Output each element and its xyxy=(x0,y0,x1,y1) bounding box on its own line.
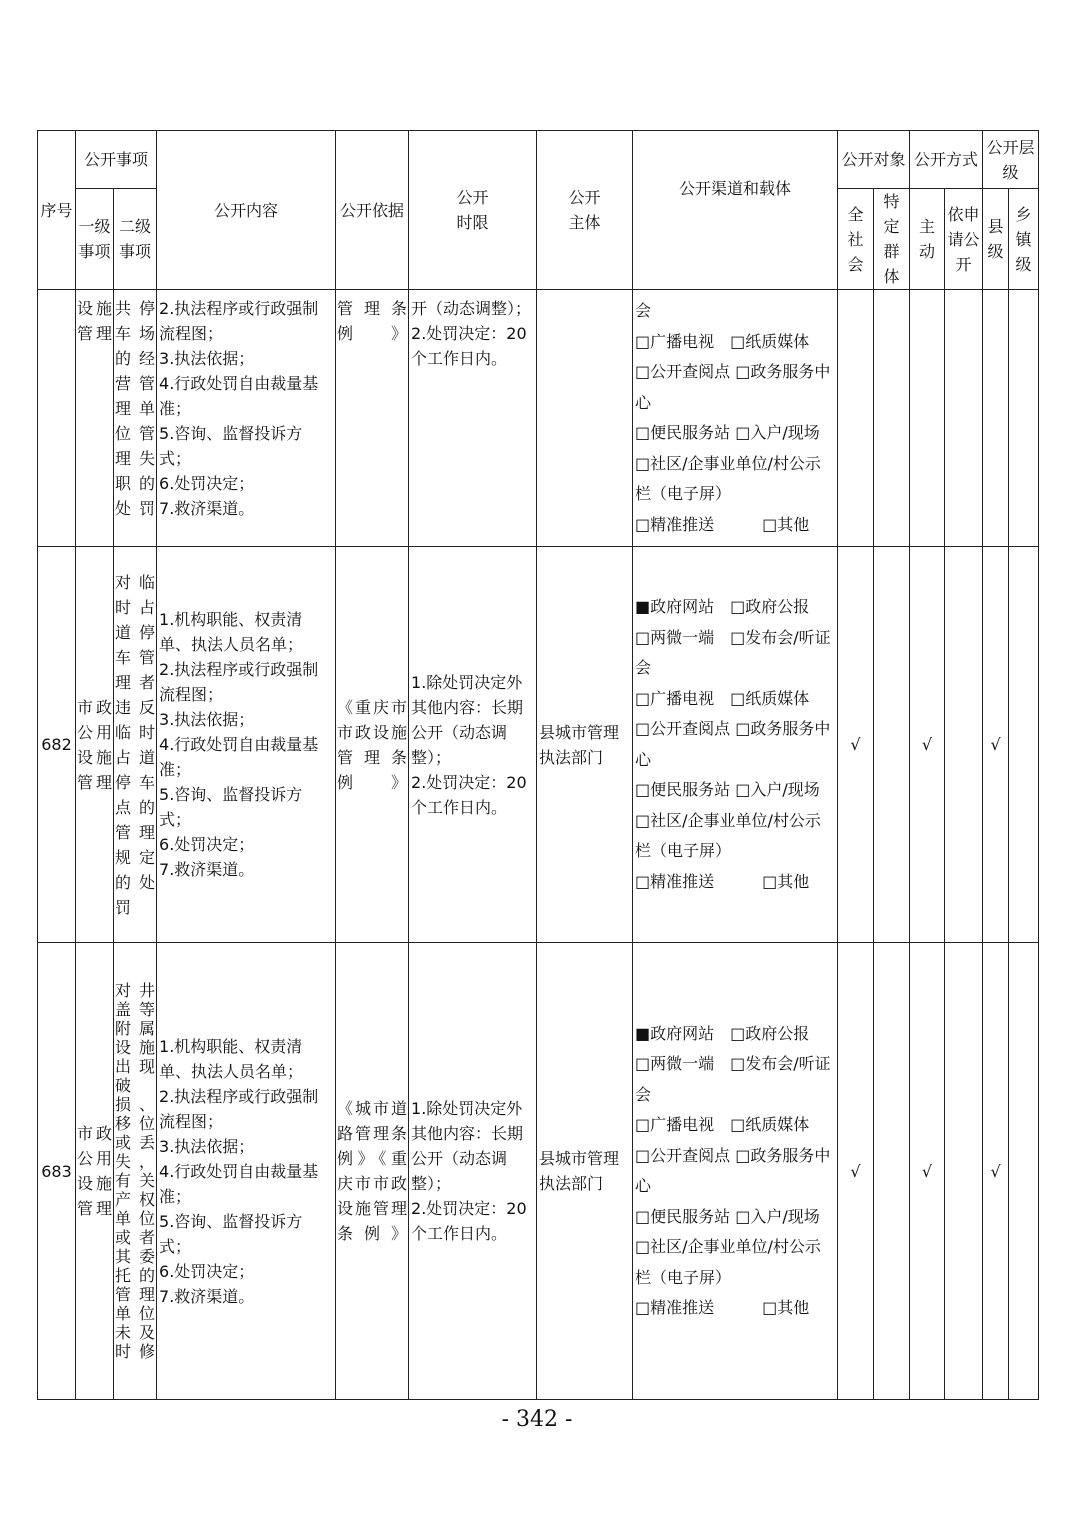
row-town xyxy=(1009,290,1039,547)
header-basis: 公开依据 xyxy=(336,131,409,290)
row-all-society xyxy=(838,290,874,547)
header-active: 主动 xyxy=(910,189,945,290)
row-subject: 县城市管理执法部门 xyxy=(537,547,633,943)
header-items: 公开事项 xyxy=(76,131,157,189)
row-seq xyxy=(38,290,76,547)
row-county xyxy=(983,290,1009,547)
row-content: 1.机构职能、权责清单、执法人员名单； 2.执法程序或行政强制流程图； 3.执法依据； 4.行政处罚自由裁量基准； 5.咨询、监督投诉方式； 6.处罚决定； 7.救济渠道。 xyxy=(157,943,336,1400)
row-county: √ xyxy=(983,547,1009,943)
row-active xyxy=(910,290,945,547)
row-all-society: √ xyxy=(838,547,874,943)
header-specific: 特定群体 xyxy=(874,189,910,290)
row-level2: 对井盖等附属设施出现破损、移位或丢失，有关产权单位或者其委托的管理单位未及时修 xyxy=(114,943,157,1400)
header-content: 公开内容 xyxy=(157,131,336,290)
header-seq: 序号 xyxy=(38,131,76,290)
row-time: 1.除处罚决定外其他内容：长期公开（动态调整）； 2.处罚决定：20个工作日内。 xyxy=(409,943,537,1400)
header-level: 公开层级 xyxy=(983,131,1039,189)
table-row xyxy=(38,943,1039,1400)
row-content: 1.机构职能、权责清单、执法人员名单； 2.执法程序或行政强制流程图； 3.执法依据； 4.行政处罚自由裁量基准； 5.咨询、监督投诉方式； 6.处罚决定； 7.救济渠道。 xyxy=(157,547,336,943)
row-basis: 《重庆市市政设施管 理 条例》 xyxy=(336,547,409,943)
row-basis: 管 理 条例》 xyxy=(336,290,409,547)
row-channel: 会 □广播电视 □纸质媒体 □公开查阅点 □政务服务中心 □便民服务站 □入户/现场 □社区/企事业单位/村公示栏（电子屏） □精准推送 □其他 xyxy=(633,290,838,547)
row-level2: 共停车场的经营管理单位管理失职的处罚 xyxy=(114,290,157,547)
row-time: 1.除处罚决定外其他内容：长期公开（动态调整）； 2.处罚决定：20个工作日内。 xyxy=(409,547,537,943)
row-on-request xyxy=(945,943,983,1400)
row-specific xyxy=(874,290,910,547)
header-time: 公开 时限 xyxy=(409,131,537,290)
row-all-society: √ xyxy=(838,943,874,1400)
header-town: 乡镇级 xyxy=(1009,189,1039,290)
row-channel: ■政府网站 □政府公报 □两微一端 □发布会/听证会 □广播电视 □纸质媒体 □公开查阅点 □政务服务中心 □便民服务站 □入户/现场 □社区/企事业单位/村公示栏（电子屏） □精准推送 □其他 xyxy=(633,943,838,1400)
row-content: 2.执法程序或行政强制流程图； 3.执法依据； 4.行政处罚自由裁量基准； 5.咨询、监督投诉方式； 6.处罚决定； 7.救济渠道。 xyxy=(157,290,336,547)
row-level1: 设施管理 xyxy=(76,290,114,547)
header-subject: 公开 主体 xyxy=(537,131,633,290)
table-row xyxy=(38,547,1039,943)
page-number: - 342 - xyxy=(501,1407,573,1432)
header-county: 县级 xyxy=(983,189,1009,290)
row-town xyxy=(1009,943,1039,1400)
row-seq: 682 xyxy=(38,547,76,943)
row-on-request xyxy=(945,290,983,547)
table-row xyxy=(38,290,1039,547)
row-level1: 市政公用设施管理 xyxy=(76,943,114,1400)
header-audience: 公开对象 xyxy=(838,131,910,189)
row-channel: ■政府网站 □政府公报 □两微一端 □发布会/听证会 □广播电视 □纸质媒体 □公开查阅点 □政务服务中心 □便民服务站 □入户/现场 □社区/企事业单位/村公示栏（电子屏） □精准推送 □其他 xyxy=(633,547,838,943)
row-active: √ xyxy=(910,547,945,943)
row-subject: 县城市管理执法部门 xyxy=(537,943,633,1400)
header-method: 公开方式 xyxy=(910,131,983,189)
row-basis: 《城市道路管理条例》《重庆市市政设施管理条例》 xyxy=(336,943,409,1400)
row-specific xyxy=(874,547,910,943)
row-time: 开（动态调整）； 2.处罚决定：20个工作日内。 xyxy=(409,290,537,547)
row-active: √ xyxy=(910,943,945,1400)
header-on-request: 依申请公开 xyxy=(945,189,983,290)
row-town xyxy=(1009,547,1039,943)
row-on-request xyxy=(945,547,983,943)
row-county: √ xyxy=(983,943,1009,1400)
row-subject xyxy=(537,290,633,547)
header-row-1 xyxy=(38,131,1039,189)
row-level1: 市政公用设施管理 xyxy=(76,547,114,943)
row-level2: 对临时占道停车管理者违反临时占道停车点的管理规定的处罚 xyxy=(114,547,157,943)
row-seq: 683 xyxy=(38,943,76,1400)
header-channel: 公开渠道和载体 xyxy=(633,131,838,290)
header-level2: 二级事项 xyxy=(114,189,157,290)
row-specific xyxy=(874,943,910,1400)
header-level1: 一级事项 xyxy=(76,189,114,290)
disclosure-table xyxy=(37,130,1039,1400)
header-all-society: 全社会 xyxy=(838,189,874,290)
